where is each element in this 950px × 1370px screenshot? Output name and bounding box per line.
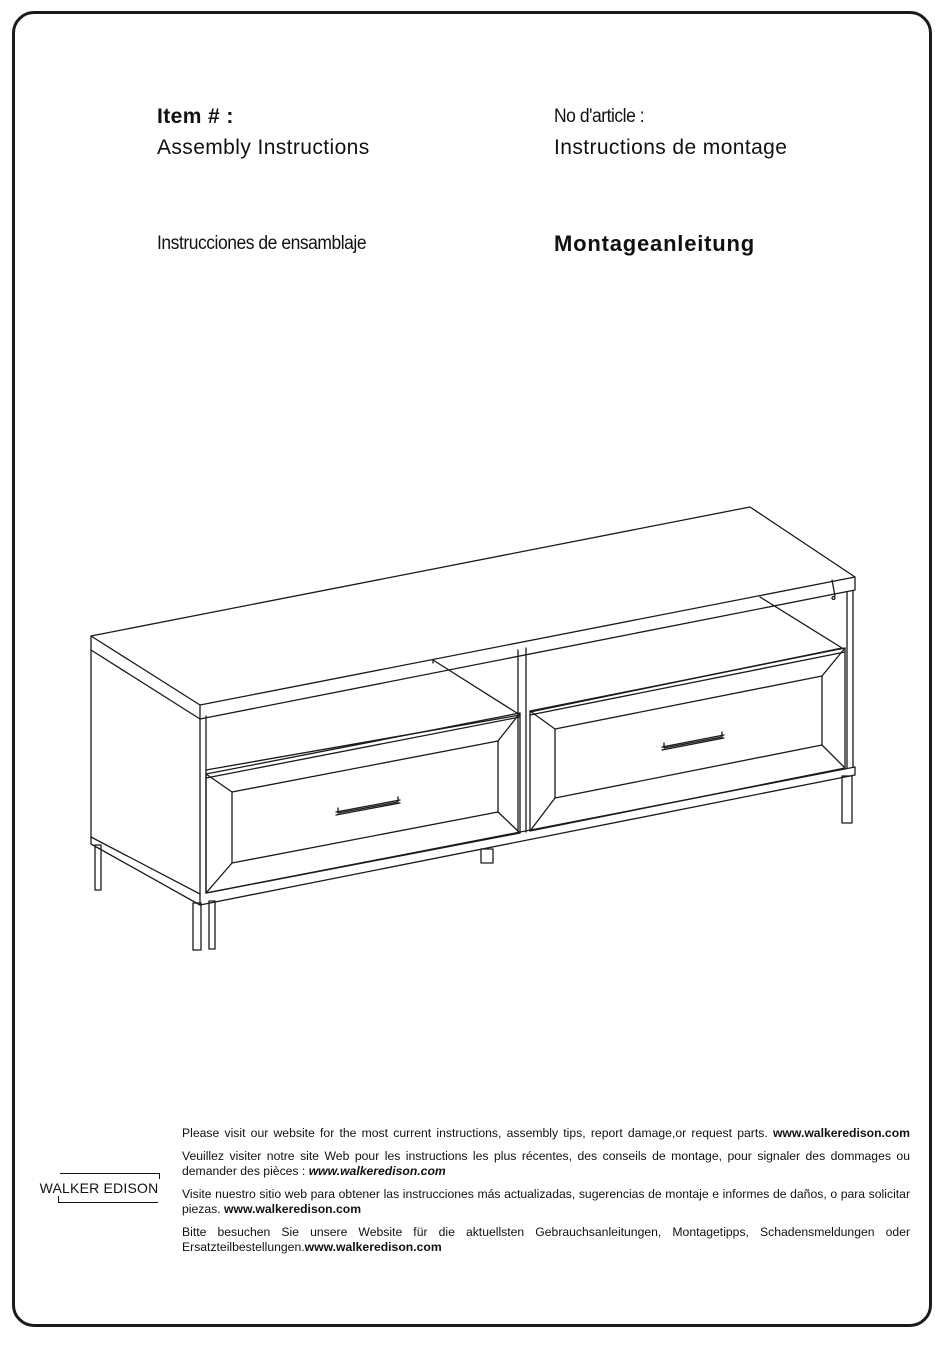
website-notice-en bbox=[182, 1126, 910, 1141]
website-notice-de bbox=[182, 1225, 910, 1255]
website-link-es[interactable]: www.walkeredison.com bbox=[224, 1202, 362, 1216]
center-divider bbox=[518, 648, 526, 833]
assembly-instructions-title-fr: Instructions de montage bbox=[554, 136, 788, 159]
walker-edison-logo bbox=[38, 1170, 160, 1206]
notice-text-en: Please visit our website for the most current instructions, assembly tips, report damage,or request parts. bbox=[182, 1126, 768, 1140]
logo-wordmark: WALKER EDISON bbox=[39, 1180, 159, 1196]
shelf-interior bbox=[206, 597, 842, 770]
tv-stand-illustration bbox=[80, 495, 880, 965]
right-side-panel bbox=[832, 580, 853, 768]
website-link-de[interactable]: www.walkeredison.com bbox=[304, 1240, 442, 1254]
website-notice-es bbox=[182, 1187, 910, 1217]
assembly-instructions-title-de: Montageanleitung bbox=[554, 231, 756, 256]
website-link-fr[interactable]: www.walkeredison.com bbox=[308, 1164, 446, 1178]
left-drawer bbox=[206, 713, 520, 893]
assembly-instructions-title-en: Assembly Instructions bbox=[157, 136, 370, 159]
item-number-label: Item # : bbox=[157, 105, 234, 128]
notice-text-fr: Veuillez visiter notre site Web pour les instructions les plus récentes, des conseils de montage, pour signaler des dommages ou demander des pièces : bbox=[182, 1149, 910, 1178]
website-link-en[interactable]: www.walkeredison.com bbox=[772, 1126, 910, 1140]
article-number-label-fr: No d'article : bbox=[554, 106, 645, 127]
top-panel bbox=[91, 507, 855, 719]
notice-text-de: Bitte besuchen Sie unsere Website für die aktuellsten Gebrauchsanleitungen, Montagetipps, Schadensmeldungen oder Ersatzteilbestellungen. bbox=[182, 1225, 910, 1254]
website-notice-fr bbox=[182, 1149, 910, 1179]
notice-text-es: Visite nuestro sitio web para obtener las instrucciones más actualizadas, sugerencias de montaje e informes de daños, o para solicitar piezas. bbox=[182, 1187, 910, 1216]
website-notice bbox=[182, 1126, 910, 1263]
assembly-instructions-title-es: Instrucciones de ensamblaje bbox=[157, 233, 367, 254]
right-drawer bbox=[530, 648, 845, 831]
